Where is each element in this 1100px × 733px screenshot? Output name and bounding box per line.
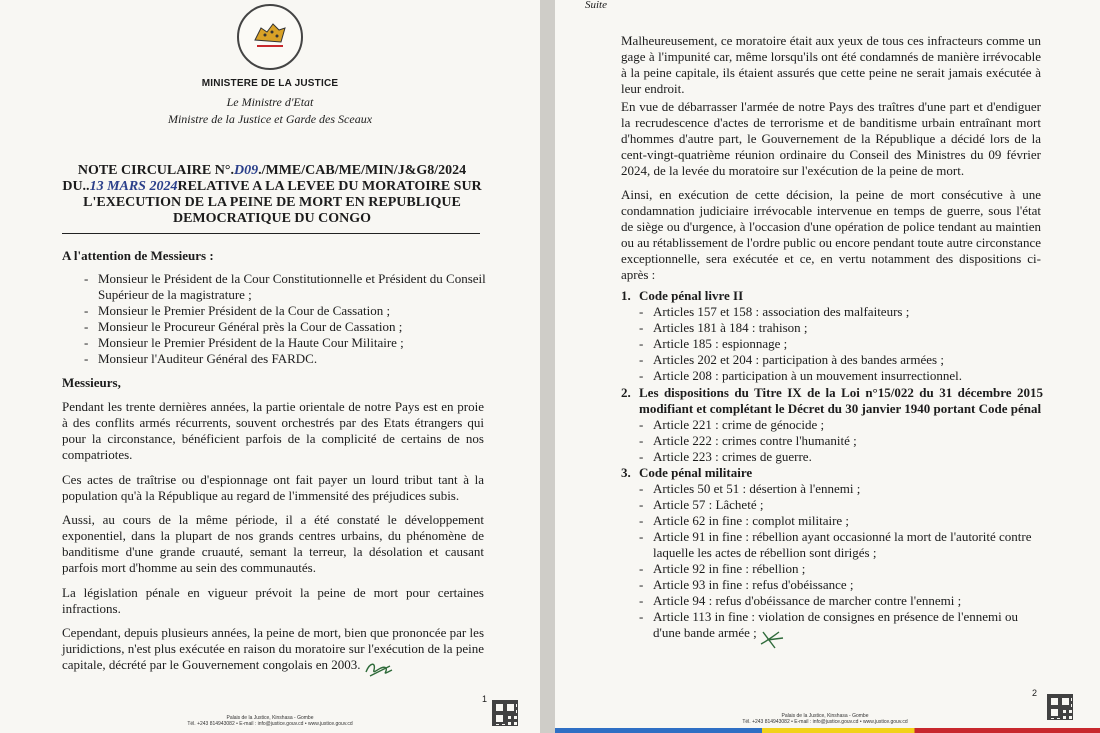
national-flag-stripe [555, 728, 1100, 733]
article-item: - Articles 50 et 51 : désertion à l'ennemi ; [637, 481, 1043, 497]
qr-code-icon [1047, 694, 1073, 720]
salutation: Messieurs, [62, 375, 121, 390]
handwritten-date: 13 MARS 2024 [89, 179, 178, 194]
minister-subtitle: Ministre de la Justice et Garde des Sceaux [167, 112, 373, 126]
continued-label: Suite [585, 0, 607, 11]
paragraph: Ces actes de traîtrise ou d'espionnage ont fait payer un lourd tribut tant à la population qu'à la République au regard de l'immensité des préjudices subis. [62, 472, 484, 503]
article-item: - Article 92 in fine : rébellion ; [637, 561, 1043, 577]
article-item: - Articles 181 à 184 : trahison ; [637, 320, 1041, 336]
minister-title: Le Ministre d'Etat [226, 95, 314, 109]
footer-contact: Tél. +243 814943082 • E-mail : info@justice.gouv.cd • www.justice.gouv.cd [187, 721, 353, 727]
article-item: - Article 62 in fine : complot militaire ; [637, 513, 1043, 529]
title-date-prefix: DU.. [62, 179, 90, 194]
section-3-list [637, 481, 1043, 641]
section-1-number: 1. [621, 288, 631, 303]
title-subject-1: RELATIVE A LA LEVEE DU MORATOIRE SUR [177, 179, 482, 194]
attention-heading: A l'attention de Messieurs : [62, 248, 214, 263]
qr-code-icon [492, 700, 518, 726]
section-3-number: 3. [621, 465, 631, 480]
footer-address: Palais de la Justice, Kinshasa - Gombe [781, 713, 869, 719]
title-subject-3: DEMOCRATIQUE DU CONGO [172, 211, 372, 226]
recipient-item: - Monsieur le Président de la Cour Constitutionnelle et Président du Conseil Supérieur de la magistrature ; [82, 271, 490, 303]
section-1-title: Code pénal livre II [639, 288, 744, 303]
title-ref-prefix: NOTE CIRCULAIRE N°. [77, 163, 234, 178]
footer-contact: Tél. +243 814943082 • E-mail : info@justice.gouv.cd • www.justice.gouv.cd [742, 719, 908, 725]
paragraph: La législation pénale en vigueur prévoit la peine de mort pour certaines infractions. [62, 585, 484, 616]
article-item: - Article 223 : crimes de guerre. [637, 449, 1041, 465]
ministry-name: MINISTERE DE LA JUSTICE [201, 78, 339, 89]
leopard-emblem-icon [253, 18, 287, 48]
paragraph: En vue de débarrasser l'armée de notre Pays des traîtres d'une part et d'endiguer la recrudescence d'actes de terrorisme et de banditisme urbain entraînant mort d'hommes d'autre part, le Gouvernement de la République a décidé lors de la cent-vingt-quatrième réunion ordinaire du Conseil des Ministres du 09 février 2024, de la levée du moratoire sur l'exécution de la peine de mort. [621, 99, 1041, 178]
title-subject-2: L'EXECUTION DE LA PEINE DE MORT EN REPUBLIQUE [83, 195, 461, 210]
article-item: - Article 94 : refus d'obéissance de marcher contre l'ennemi ; [637, 593, 1043, 609]
article-item: - Article 185 : espionnage ; [637, 336, 1041, 352]
section-1-list [637, 304, 1041, 384]
article-item: - Article 113 in fine : violation de consignes en présence de l'ennemi ou d'une bande armée ; [637, 609, 1043, 641]
page-number: 2 [1032, 688, 1038, 698]
recipient-item: - Monsieur le Procureur Général près la Cour de Cassation ; [82, 319, 490, 335]
footer [695, 713, 955, 725]
paragraph: Aussi, au cours de la même période, il a été constaté le développement exponentiel, dans la plupart de nos grands centres urbains, du phénomène de banditisme d'une grande cruauté, semant la terreur, la désolation et causant parfois mort d'homme au sein des communautés. [62, 512, 484, 575]
page-gap [540, 0, 555, 733]
footer [140, 715, 400, 727]
section-2-list [637, 417, 1041, 465]
recipient-list [82, 271, 490, 367]
government-seal [237, 4, 303, 70]
article-item: - Articles 157 et 158 : association des malfaiteurs ; [637, 304, 1041, 320]
article-item: - Article 57 : Lâcheté ; [637, 497, 1043, 513]
circular-title [62, 163, 482, 227]
document-page-2 [555, 0, 1100, 733]
recipient-item: - Monsieur le Premier Président de la Cour de Cassation ; [82, 303, 490, 319]
section-2-number: 2. [621, 385, 631, 400]
paragraph: Cependant, depuis plusieurs années, la peine de mort, bien que prononcée par les juridictions, n'est plus exécutée en raison du moratoire sur l'exécution de la peine capitale, décrété par le Gouvernement congolais en 2003. [62, 625, 484, 672]
initials-signature [757, 628, 787, 652]
initials-signature [362, 658, 396, 680]
article-item: - Article 221 : crime de génocide ; [637, 417, 1041, 433]
title-underline [62, 233, 480, 234]
recipient-item: - Monsieur le Premier Président de la Haute Cour Militaire ; [82, 335, 490, 351]
article-item: - Articles 202 et 204 : participation à des bandes armées ; [637, 352, 1041, 368]
article-item: - Article 93 in fine : refus d'obéissance ; [637, 577, 1043, 593]
article-item: - Article 208 : participation à un mouvement insurrectionnel. [637, 368, 1041, 384]
article-item: - Article 91 in fine : rébellion ayant occasionné la mort de l'autorité contre laquelle les actes de rébellion sont dirigés ; [637, 529, 1043, 561]
handwritten-number: D09 [233, 163, 259, 178]
section-2-title: Les dispositions du Titre IX de la Loi n°15/022 du 31 décembre 2015 modifiant et complétant le Décret du 30 janvier 1940 portant Code pénal [639, 385, 1043, 416]
document-page-1 [0, 0, 540, 733]
article-item: - Article 222 : crimes contre l'humanité ; [637, 433, 1041, 449]
footer-address: Palais de la Justice, Kinshasa - Gombe [226, 715, 314, 721]
page-number: 1 [482, 694, 488, 704]
paragraph: Ainsi, en exécution de cette décision, la peine de mort consécutive à une condamnation judiciaire irrévocable intervenue en temps de guerre, sous l'état de siège ou d'urgence, à l'occasion d'une opération de police tendant au maintien ou au rétablissement de l'ordre public ou encore pendant toute autre circonstance exceptionnelle, sera exécutée et ce, en vertu notamment des dispositions ci-après : [621, 187, 1041, 282]
title-ref-suffix: ./MME/CAB/ME/MIN/J&G8/2024 [258, 163, 467, 178]
recipient-item: - Monsieur l'Auditeur Général des FARDC. [82, 351, 490, 367]
paragraph: Malheureusement, ce moratoire était aux yeux de tous ces infracteurs comme un gage à l'impunité car, même lorsqu'ils ont été condamnés de manière irrévocable à la peine capitale, ils étaient assurés que cette peine ne serait jamais exécutée à leur endroit. [621, 33, 1041, 96]
paragraph: Pendant les trente dernières années, la partie orientale de notre Pays est en proie à des conflits armés récurrents, souvent orchestrés par des Etats étrangers qui pour la circonstance, bénéficient parfois de la complicité de certains de nos compatriotes. [62, 399, 484, 462]
section-3-title: Code pénal militaire [639, 465, 753, 480]
